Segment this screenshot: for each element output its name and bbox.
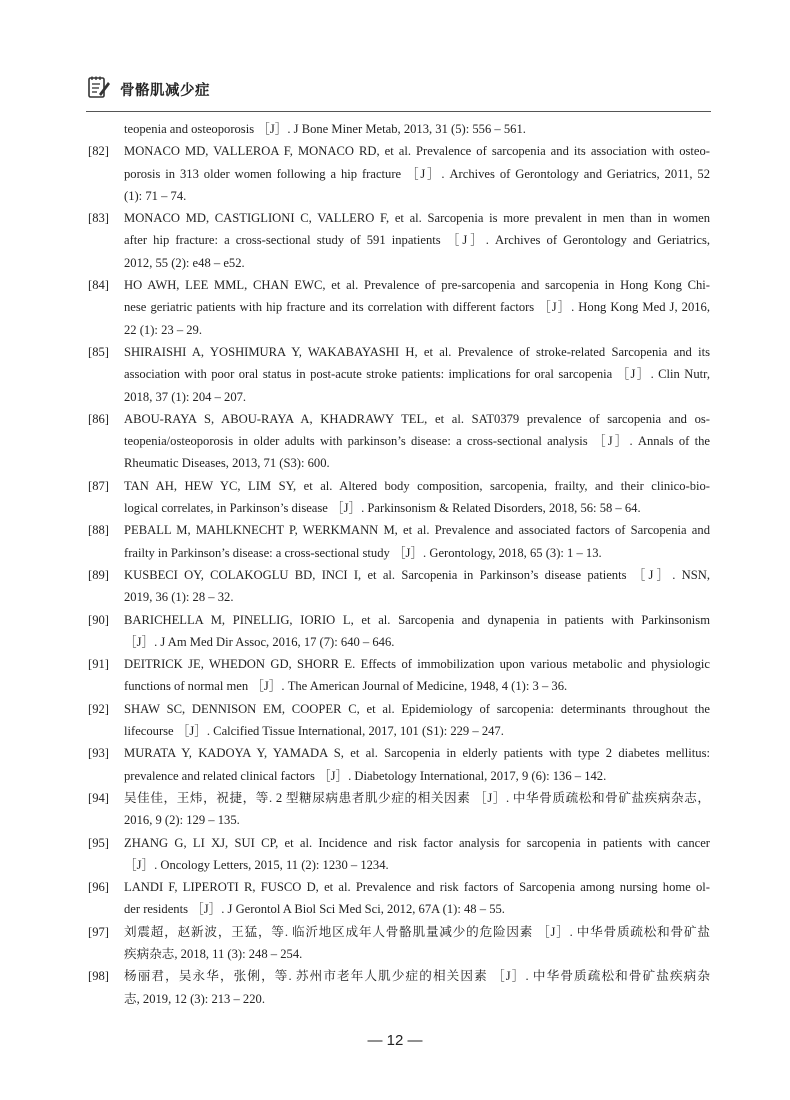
- reference-text: ZHANG G, LI XJ, SUI CP, et al. Incidence and risk factor analysis for sarcopenia in patients with cancer: [124, 835, 710, 850]
- reference-text: PEBALL M, MAHLKNECHT P, WERKMANN M, et al. Prevalence and associated factors of Sarcopenia and: [124, 523, 710, 538]
- reference-text: 志, 2019, 12 (3): 213 – 220.: [124, 991, 265, 1006]
- reference-line: [88, 809, 710, 831]
- reference-line: [88, 876, 710, 898]
- reference-text: association with poor oral status in post-acute stroke patients: implications for oral sarcopenia ［J］. Clin Nutr,: [124, 367, 710, 382]
- reference-text: BARICHELLA M, PINELLIG, IORIO L, et al. Sarcopenia and dynapenia in patients with Parkinsonism: [124, 612, 710, 627]
- reference-line: [88, 698, 710, 720]
- reference-text: 刘震超，赵新波，王猛，等. 临沂地区成年人骨骼肌量减少的危险因素 ［J］. 中华骨质疏松和骨矿盐: [124, 924, 710, 939]
- reference-number: [83]: [88, 211, 109, 226]
- reference-number: [90]: [88, 612, 109, 627]
- reference-text: ［J］. Oncology Letters, 2015, 11 (2): 1230 – 1234.: [124, 857, 389, 872]
- reference-line: [88, 653, 710, 675]
- reference-line: [88, 229, 710, 251]
- reference-line: [88, 898, 710, 920]
- reference-number: [86]: [88, 411, 109, 426]
- reference-text: MONACO MD, VALLEROA F, MONACO RD, et al. Prevalence of sarcopenia and its association with osteo-: [124, 144, 710, 159]
- reference-text: teopenia/osteoporosis in older adults with parkinson’s disease: a cross-sectional analysis ［J］. Annals of the: [124, 434, 710, 449]
- reference-text: 2012, 55 (2): e48 – e52.: [124, 255, 245, 270]
- reference-list: [88, 118, 710, 1010]
- reference-number: [95]: [88, 835, 109, 850]
- reference-text: Rheumatic Diseases, 2013, 71 (S3): 600.: [124, 456, 330, 471]
- reference-line: [88, 542, 710, 564]
- reference-line: [88, 586, 710, 608]
- reference-line: [88, 675, 710, 697]
- reference-text: functions of normal men ［J］. The American Journal of Medicine, 1948, 4 (1): 3 – 36.: [124, 679, 568, 694]
- reference-line: [88, 408, 710, 430]
- reference-text: HO AWH, LEE MML, CHAN EWC, et al. Prevalence of pre-sarcopenia and sarcopenia in Hong Kong Chi-: [124, 278, 710, 293]
- reference-line: [88, 430, 710, 452]
- reference-text: DEITRICK JE, WHEDON GD, SHORR E. Effects of immobilization upon various metabolic and physiologic: [124, 657, 710, 672]
- reference-number: [94]: [88, 790, 109, 805]
- reference-text: 疾病杂志, 2018, 11 (3): 248 – 254.: [124, 946, 303, 961]
- reference-line: [88, 140, 710, 162]
- reference-line: [88, 609, 710, 631]
- reference-line: [88, 988, 710, 1010]
- reference-text: lifecourse ［J］. Calcified Tissue International, 2017, 101 (S1): 229 – 247.: [124, 724, 504, 739]
- reference-line: [88, 185, 710, 207]
- reference-line: [88, 274, 710, 296]
- reference-line: [88, 475, 710, 497]
- header-rule: [86, 111, 711, 112]
- reference-number: [85]: [88, 344, 109, 359]
- reference-line: [88, 765, 710, 787]
- reference-number: [97]: [88, 924, 109, 939]
- reference-number: [84]: [88, 278, 109, 293]
- reference-text: 杨丽君，吴永华，张俐，等. 苏州市老年人肌少症的相关因素 ［J］. 中华骨质疏松和骨矿盐疾病杂: [124, 969, 710, 984]
- reference-text: frailty in Parkinson’s disease: a cross-sectional study ［J］. Gerontology, 2018, 65 (3): 1 – 13.: [124, 545, 602, 560]
- reference-number: [91]: [88, 657, 109, 672]
- reference-line: [88, 163, 710, 185]
- reference-line: [88, 921, 710, 943]
- reference-number: [98]: [88, 969, 109, 984]
- reference-text: SHAW SC, DENNISON EM, COOPER C, et al. Epidemiology of sarcopenia: determinants throughout the: [124, 701, 710, 716]
- reference-line: [88, 319, 710, 341]
- reference-text: MURATA Y, KADOYA Y, YAMADA S, et al. Sarcopenia in elderly patients with type 2 diabetes mellitus:: [124, 746, 710, 761]
- reference-number: [96]: [88, 880, 109, 895]
- reference-line: [88, 363, 710, 385]
- reference-number: [92]: [88, 701, 109, 716]
- reference-number: [88]: [88, 523, 109, 538]
- reference-text: TAN AH, HEW YC, LIM SY, et al. Altered body composition, sarcopenia, frailty, and their clinico-bio-: [124, 478, 710, 493]
- reference-text: 吴佳佳，王炜，祝捷，等. 2 型糖尿病患者肌少症的相关因素 ［J］. 中华骨质疏松和骨矿盐疾病杂志，: [124, 790, 710, 805]
- reference-line: [88, 720, 710, 742]
- reference-text: der residents ［J］. J Gerontol A Biol Sci Med Sci, 2012, 67A (1): 48 – 55.: [124, 902, 505, 917]
- reference-text: MONACO MD, CASTIGLIONI C, VALLERO F, et al. Sarcopenia is more prevalent in men than in women: [124, 211, 710, 226]
- running-header: [86, 74, 210, 104]
- reference-text: prevalence and related clinical factors ［J］. Diabetology International, 2017, 9 (6): 136 – 142.: [124, 768, 607, 783]
- reference-text: teopenia and osteoporosis ［J］. J Bone Miner Metab, 2013, 31 (5): 556 – 561.: [124, 122, 526, 136]
- reference-text: after hip fracture: a cross-sectional study of 591 inpatients ［J］. Archives of Gerontology and Geriatrics,: [124, 233, 710, 248]
- reference-line: [88, 965, 710, 987]
- reference-line: [88, 742, 710, 764]
- reference-line: [88, 943, 710, 965]
- reference-text: LANDI F, LIPEROTI R, FUSCO D, et al. Prevalence and risk factors of Sarcopenia among nursing home ol-: [124, 880, 710, 895]
- reference-line: [88, 386, 710, 408]
- reference-line: [88, 497, 710, 519]
- reference-line: [88, 341, 710, 363]
- reference-text: 2018, 37 (1): 204 – 207.: [124, 389, 247, 404]
- reference-text: (1): 71 – 74.: [124, 188, 187, 203]
- reference-number: [82]: [88, 144, 109, 159]
- reference-number: [89]: [88, 567, 109, 582]
- reference-line: [88, 296, 710, 318]
- reference-text: 2016, 9 (2): 129 – 135.: [124, 813, 240, 828]
- reference-line: [88, 519, 710, 541]
- reference-text: porosis in 313 older women following a hip fracture ［J］. Archives of Gerontology and Geriatrics, 2011, 52: [124, 166, 710, 181]
- reference-text: logical correlates, in Parkinson’s disease ［J］. Parkinsonism & Related Disorders, 2018, 56: 58 – 64.: [124, 501, 641, 516]
- reference-line: [88, 252, 710, 274]
- reference-line: [88, 787, 710, 809]
- reference-line: [88, 452, 710, 474]
- reference-line: [88, 118, 710, 140]
- notepad-pencil-icon: [86, 74, 112, 105]
- reference-number: [93]: [88, 746, 109, 761]
- page-number: — 12 —: [367, 1032, 423, 1049]
- reference-text: KUSBECI OY, COLAKOGLU BD, INCI I, et al. Sarcopenia in Parkinson’s disease patients ［J］. NSN,: [124, 567, 710, 582]
- reference-text: ［J］. J Am Med Dir Assoc, 2016, 17 (7): 640 – 646.: [124, 634, 395, 649]
- reference-line: [88, 832, 710, 854]
- reference-line: [88, 854, 710, 876]
- reference-line: [88, 631, 710, 653]
- reference-text: SHIRAISHI A, YOSHIMURA Y, WAKABAYASHI H, et al. Prevalence of stroke-related Sarcopenia and its: [124, 344, 710, 359]
- reference-text: 22 (1): 23 – 29.: [124, 322, 203, 337]
- reference-text: 2019, 36 (1): 28 – 32.: [124, 590, 234, 605]
- reference-line: [88, 207, 710, 229]
- reference-number: [87]: [88, 478, 109, 493]
- reference-line: [88, 564, 710, 586]
- book-title: 骨骼肌减少症: [120, 82, 210, 99]
- reference-text: nese geriatric patients with hip fracture and its correlation with different factors ［J］. Hong Kong Med J, 2016,: [124, 300, 710, 315]
- reference-text: ABOU-RAYA S, ABOU-RAYA A, KHADRAWY TEL, et al. SAT0379 prevalence of sarcopenia and os-: [124, 411, 710, 426]
